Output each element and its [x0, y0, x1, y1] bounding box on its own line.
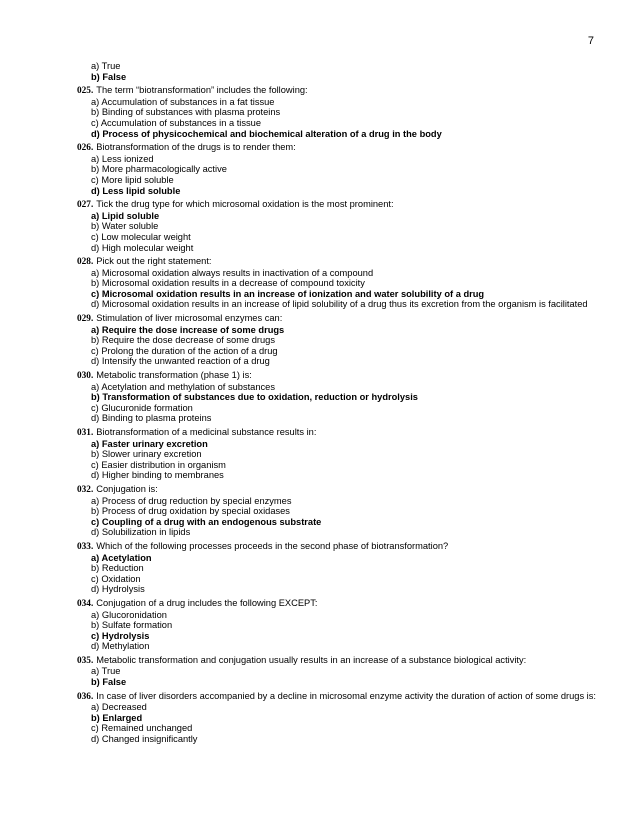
question-block [77, 691, 597, 745]
answer-option: c) Easier distribution in organism [91, 459, 226, 470]
answer-option-correct: a) Lipid soluble [91, 210, 160, 221]
answer-option: c) Remained unchanged [91, 723, 193, 734]
question-block [77, 541, 597, 595]
question-number: 035. [77, 655, 94, 666]
question-block [77, 142, 597, 196]
answer-option: a) Accumulation of substances in a fat tissue [91, 96, 275, 107]
answer-option-correct: a) Acetylation [91, 552, 152, 563]
answer-option: b) Microsomal oxidation results in a decrease of compound toxicity [91, 278, 365, 289]
question-text: Metabolic transformation and conjugation usually results in an increase of a substance biological activity: [96, 654, 527, 665]
question-stem [77, 541, 597, 553]
question-number: 030. [77, 371, 94, 382]
answer-option-correct: d) Process of physicochemical and biochemical alteration of a drug in the body [91, 128, 442, 139]
question-text: The term “biotransformation” includes the following: [96, 85, 308, 96]
question-number: 025. [77, 86, 94, 97]
question-number: 033. [77, 541, 94, 552]
answer-option-correct: c) Microsomal oxidation results in an increase of ionization and water solubility of a drug [91, 288, 485, 299]
question-stem [77, 256, 597, 268]
question-stem [77, 691, 597, 703]
answer-option: a) Process of drug reduction by special enzymes [91, 495, 292, 506]
question-text: Which of the following processes proceeds in the second phase of biotransformation? [96, 540, 449, 551]
answer-option: d) High molecular weight [91, 242, 194, 253]
answer-option: b) Process of drug oxidation by special oxidases [91, 506, 290, 517]
answer-option: b) Slower urinary excretion [91, 449, 202, 460]
answer-option: a) Decreased [91, 702, 147, 713]
answer-option: d) Intensify the unwanted reaction of a drug [91, 356, 270, 367]
question-text: Metabolic transformation (phase 1) is: [96, 370, 252, 381]
answer-option: d) Solubilization in lipids [91, 527, 191, 538]
answer-option: d) Binding to plasma proteins [91, 413, 212, 424]
answer-option: a) Acetylation and methylation of substances [91, 381, 275, 392]
answer-option-correct: b) False [91, 677, 127, 688]
question-number: 026. [77, 143, 94, 154]
answer-option: d) Methylation [91, 641, 150, 652]
answer-option: a) Glucoronidation [91, 609, 167, 620]
question-number: 034. [77, 598, 94, 609]
question-number: 036. [77, 691, 94, 702]
answer-option: d) Changed insignificantly [91, 734, 198, 745]
answer-option: b) Sulfate formation [91, 620, 173, 631]
question-list [77, 61, 597, 745]
question-text: Tick the drug type for which microsomal oxidation is the most prominent: [96, 199, 394, 210]
question-stem [77, 199, 597, 211]
question-number: 029. [77, 314, 94, 325]
answer-option: b) Reduction [91, 563, 144, 574]
answer-option: a) True [91, 666, 121, 677]
question-text: Biotransformation of a medicinal substance results in: [96, 427, 317, 437]
question-block [77, 85, 597, 139]
answer-option: c) Prolong the duration of the action of a drug [91, 345, 278, 356]
answer-option: c) Accumulation of substances in a tissue [91, 117, 262, 128]
answer-option: b) More pharmacologically active [91, 164, 227, 175]
lead-options [77, 61, 597, 82]
question-number: 027. [77, 200, 94, 211]
question-block [77, 427, 597, 481]
answer-option: c) Glucuronide formation [91, 402, 193, 413]
question-text: Biotransformation of the drugs is to render them: [96, 142, 296, 153]
question-number: 032. [77, 484, 94, 495]
question-stem [77, 427, 597, 439]
answer-option: b) Require the dose decrease of some drugs [91, 335, 275, 346]
answer-option-correct: c) Hydrolysis [91, 630, 150, 641]
answer-option-correct: a) Require the dose increase of some drugs [91, 324, 285, 335]
answer-option-correct: b) Transformation of substances due to oxidation, reduction or hydrolysis [91, 392, 418, 403]
answer-option-correct: c) Coupling of a drug with an endogenous substrate [91, 516, 322, 527]
page-number: 7 [587, 35, 594, 47]
question-text: Pick out the right statement: [96, 256, 212, 267]
question-block [77, 598, 597, 652]
question-text: Conjugation is: [96, 483, 158, 494]
answer-option: d) Microsomal oxidation results in an increase of lipid solubility of a drug thus its excretion from the organism is facilitated [91, 299, 588, 310]
answer-option: a) Less ionized [91, 153, 154, 164]
question-block [77, 484, 597, 538]
answer-option: a) True [91, 61, 121, 71]
answer-option: b) Binding of substances with plasma proteins [91, 107, 281, 118]
answer-option: d) Hydrolysis [91, 584, 145, 595]
answer-option: c) Low molecular weight [91, 231, 191, 242]
question-stem [77, 313, 597, 325]
answer-option: d) Higher binding to membranes [91, 470, 224, 481]
question-block [77, 655, 597, 688]
answer-option-correct: a) Faster urinary excretion [91, 438, 208, 449]
question-stem [77, 655, 597, 667]
answer-option-correct: b) Enlarged [91, 712, 143, 723]
answer-option: c) More lipid soluble [91, 174, 174, 185]
answer-option: b) Water soluble [91, 221, 159, 232]
answer-option-correct: d) Less lipid soluble [91, 185, 181, 196]
question-block [77, 256, 597, 310]
question-text: In case of liver disorders accompanied by a decline in microsomal enzyme activity the duration of action of some drugs is: [96, 690, 596, 701]
question-block [77, 313, 597, 367]
question-stem [77, 484, 597, 496]
question-number: 031. [77, 428, 94, 438]
question-block [77, 199, 597, 253]
answer-option: a) Microsomal oxidation always results in inactivation of a compound [91, 267, 374, 278]
question-stem [77, 85, 597, 97]
question-number: 028. [77, 257, 94, 268]
question-text: Stimulation of liver microsomal enzymes can: [96, 313, 283, 324]
answer-option-correct: b) False [91, 71, 127, 82]
question-stem [77, 142, 597, 154]
question-stem [77, 598, 597, 610]
question-stem [77, 370, 597, 382]
question-text: Conjugation of a drug includes the following EXCEPT: [96, 597, 318, 608]
answer-option: c) Oxidation [91, 573, 141, 584]
question-block [77, 370, 597, 424]
